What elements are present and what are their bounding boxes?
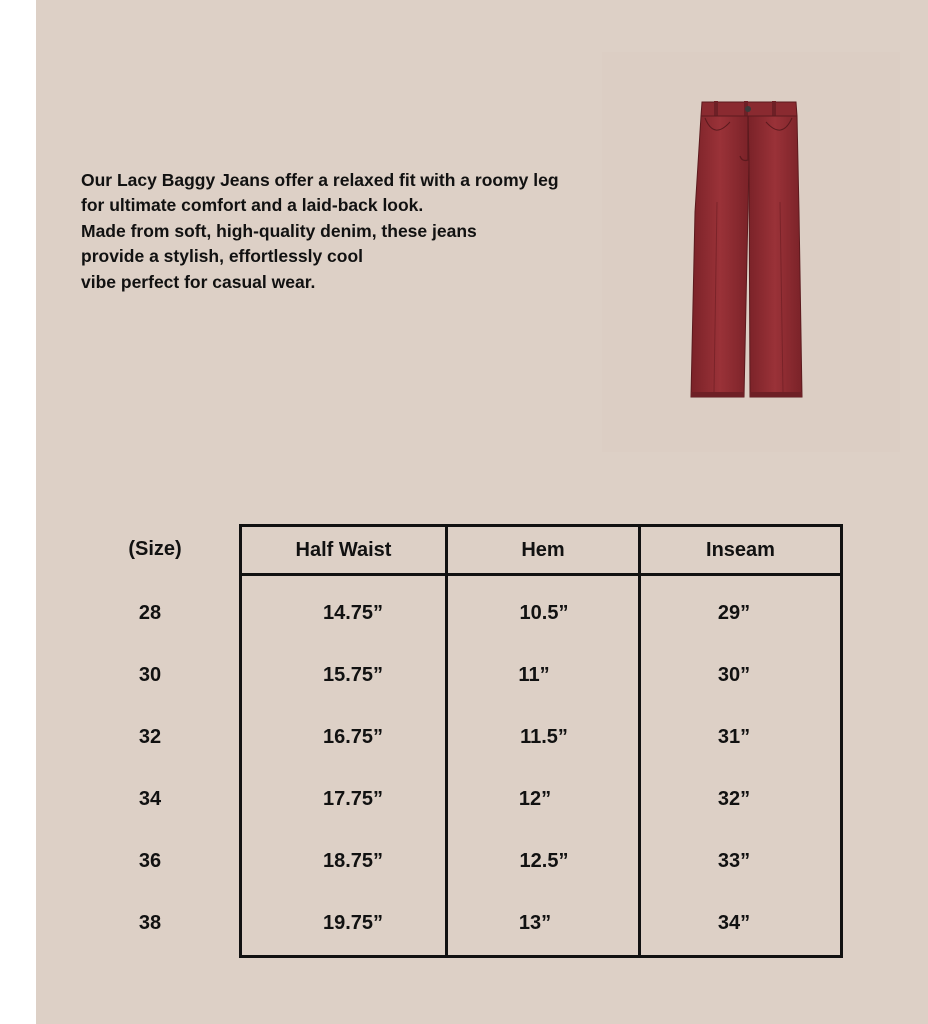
hem-cell: 12”: [518, 788, 552, 810]
size-cell: 28: [138, 602, 162, 624]
column-header-half-waist: Half Waist: [295, 539, 392, 561]
hem-cell: 10.5”: [519, 602, 569, 624]
column-header-inseam: Inseam: [706, 539, 775, 561]
description-line: Our Lacy Baggy Jeans offer a relaxed fit with a roomy leg: [81, 170, 559, 190]
hem-cell: 13”: [518, 912, 552, 934]
description-line: for ultimate comfort and a laid-back look.: [81, 195, 424, 216]
jeans-illustration: [602, 52, 900, 452]
inseam-cell: 32”: [717, 788, 751, 810]
inseam-cell: 31”: [717, 726, 751, 748]
half-waist-cell: 17.75”: [322, 788, 384, 810]
inseam-cell: 33”: [717, 850, 751, 872]
hem-cell: 11”: [518, 664, 550, 686]
half-waist-cell: 16.75”: [322, 726, 384, 748]
column-header-hem: Hem: [521, 539, 565, 561]
half-waist-cell: 15.75”: [322, 664, 384, 686]
size-cell: 32: [138, 726, 162, 748]
hem-cell: 11.5”: [520, 726, 568, 748]
column-divider: [638, 527, 641, 955]
size-cell: 30: [138, 664, 162, 686]
header-divider: [242, 573, 840, 576]
inseam-cell: 34”: [717, 912, 751, 934]
description-line: Made from soft, high-quality denim, these jeans: [81, 220, 477, 241]
size-column-header: (Size): [128, 538, 182, 560]
half-waist-cell: 18.75”: [322, 850, 384, 872]
hem-cell: 12.5”: [519, 850, 569, 872]
description-line: provide a stylish, effortlessly cool: [81, 246, 364, 267]
inseam-cell: 29”: [717, 602, 751, 624]
product-image: [602, 52, 900, 452]
half-waist-cell: 19.75”: [322, 912, 384, 934]
inseam-cell: 30”: [717, 664, 751, 686]
description-line: vibe perfect for casual wear.: [81, 271, 316, 292]
column-divider: [445, 527, 448, 955]
half-waist-cell: 14.75”: [322, 602, 384, 624]
size-cell: 36: [138, 850, 162, 872]
size-cell: 38: [138, 912, 162, 934]
size-cell: 34: [138, 788, 162, 810]
product-description: [81, 168, 621, 295]
